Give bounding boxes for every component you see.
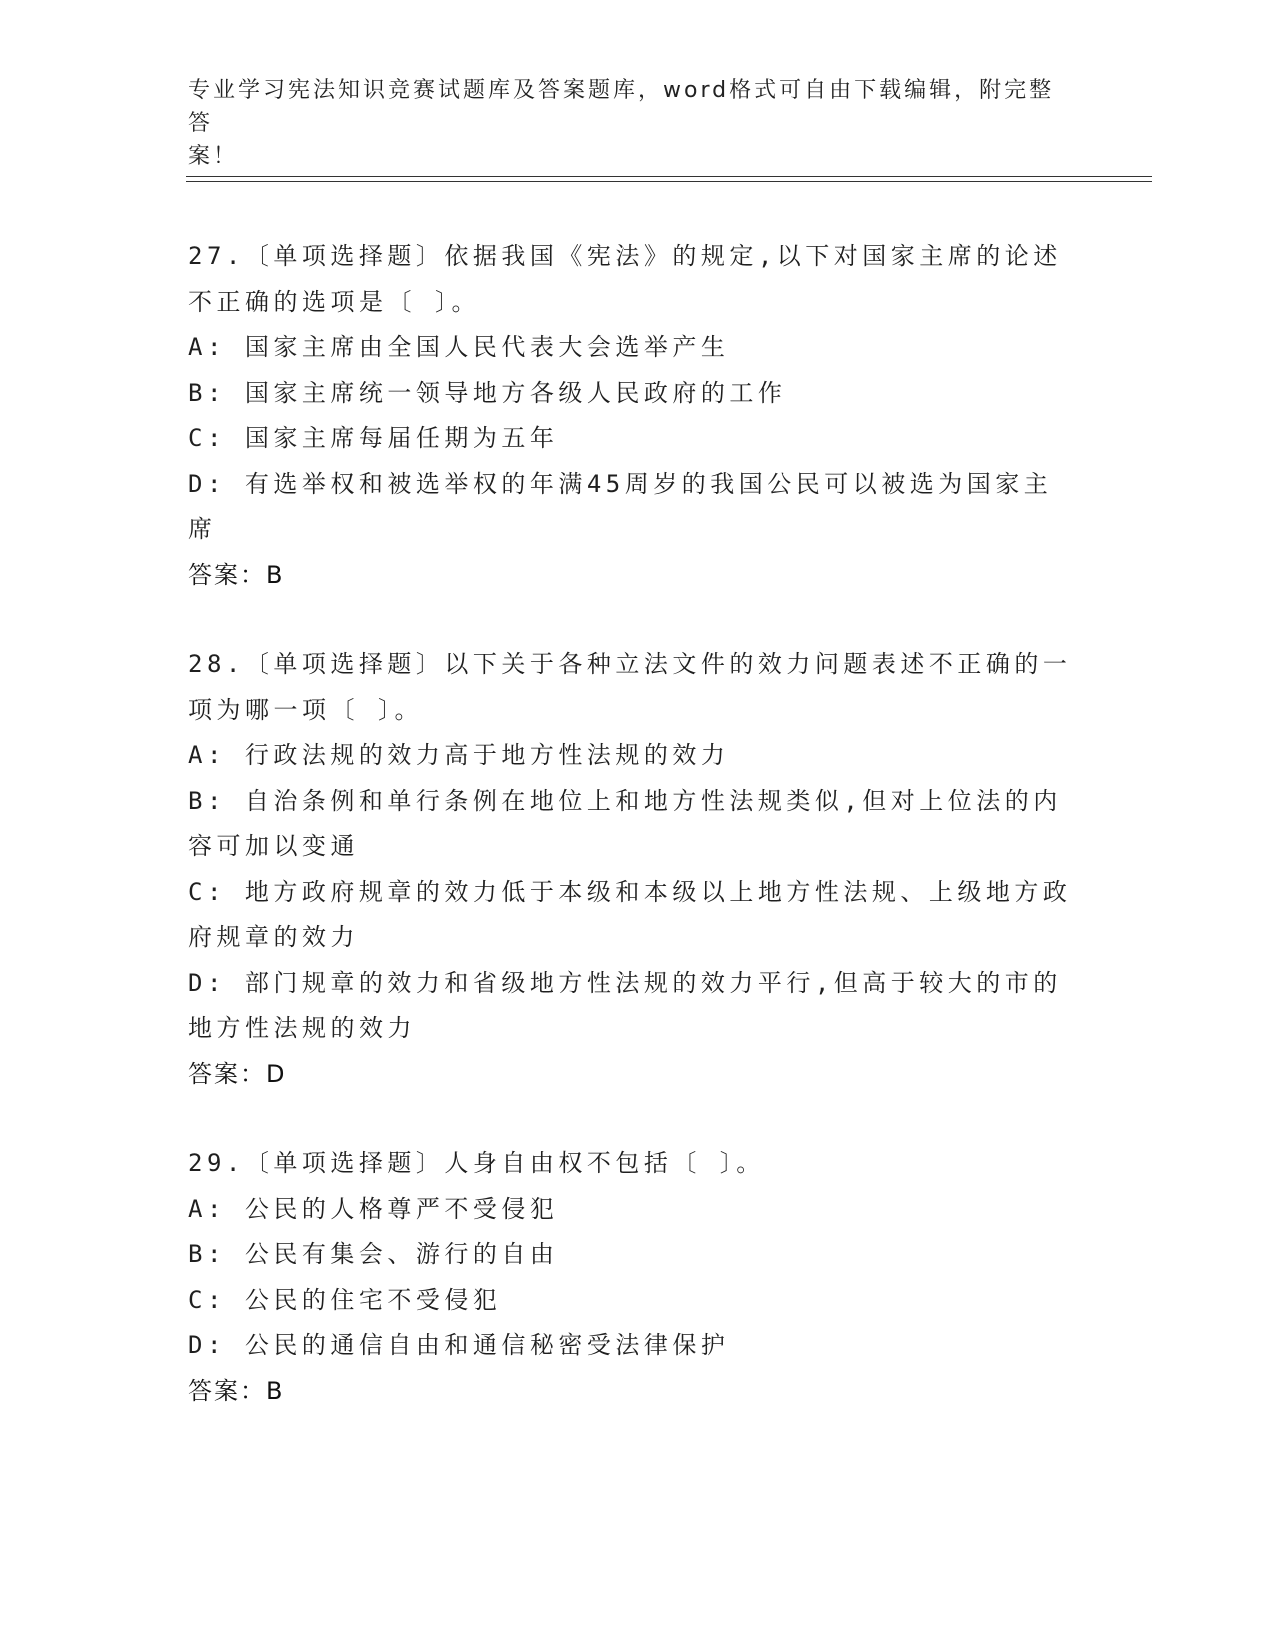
option-d-line-1: D: 部门规章的效力和省级地方性法规的效力平行,但高于较大的市的 xyxy=(188,968,1062,997)
header-divider-bottom xyxy=(186,181,1152,182)
question-27 xyxy=(188,234,1088,598)
answer-label: 答案：B xyxy=(188,560,285,589)
option-d-line-2: 席 xyxy=(188,515,217,543)
option-c-line-1: C: 地方政府规章的效力低于本级和本级以上地方性法规、上级地方政 xyxy=(188,877,1072,906)
answer-label: 答案：D xyxy=(188,1059,287,1088)
option-a: A: 公民的人格尊严不受侵犯 xyxy=(188,1194,559,1223)
option-b: B: 公民有集会、游行的自由 xyxy=(188,1240,559,1268)
header-divider-top xyxy=(186,176,1152,177)
option-a: A: 行政法规的效力高于地方性法规的效力 xyxy=(188,741,730,769)
option-d-line-1: D: 有选举权和被选举权的年满45周岁的我国公民可以被选为国家主 xyxy=(188,469,1053,498)
option-d-line-2: 地方性法规的效力 xyxy=(188,1014,416,1042)
option-b-line-1: B: 自治条例和单行条例在地位上和地方性法规类似,但对上位法的内 xyxy=(188,786,1062,815)
header-intro-line-2: 案！ xyxy=(188,144,239,169)
option-d: D: 公民的通信自由和通信秘密受法律保护 xyxy=(188,1331,730,1359)
document-header xyxy=(188,74,1068,173)
question-stem-line-2: 项为哪一项〔 〕。 xyxy=(188,695,423,724)
option-c: C: 公民的住宅不受侵犯 xyxy=(188,1285,502,1314)
answer-label: 答案：B xyxy=(188,1376,285,1405)
header-intro-line-1: 专业学习宪法知识竞赛试题库及答案题库，word格式可自由下载编辑，附完整答 xyxy=(188,78,1055,136)
question-stem-line-1: 28.〔单项选择题〕以下关于各种立法文件的效力问题表述不正确的一 xyxy=(188,650,1072,678)
question-stem-line-1: 27.〔单项选择题〕依据我国《宪法》的规定,以下对国家主席的论述 xyxy=(188,242,1062,270)
question-28 xyxy=(188,642,1088,1097)
option-a: A: 国家主席由全国人民代表大会选举产生 xyxy=(188,333,730,361)
question-stem-line-2: 不正确的选项是〔 〕。 xyxy=(188,287,480,316)
option-b: B: 国家主席统一领导地方各级人民政府的工作 xyxy=(188,378,787,407)
question-29 xyxy=(188,1141,1088,1414)
option-c: C: 国家主席每届任期为五年 xyxy=(188,424,559,452)
question-stem-line-1: 29.〔单项选择题〕人身自由权不包括〔 〕。 xyxy=(188,1149,765,1177)
option-c-line-2: 府规章的效力 xyxy=(188,923,359,951)
option-b-line-2: 容可加以变通 xyxy=(188,832,359,860)
